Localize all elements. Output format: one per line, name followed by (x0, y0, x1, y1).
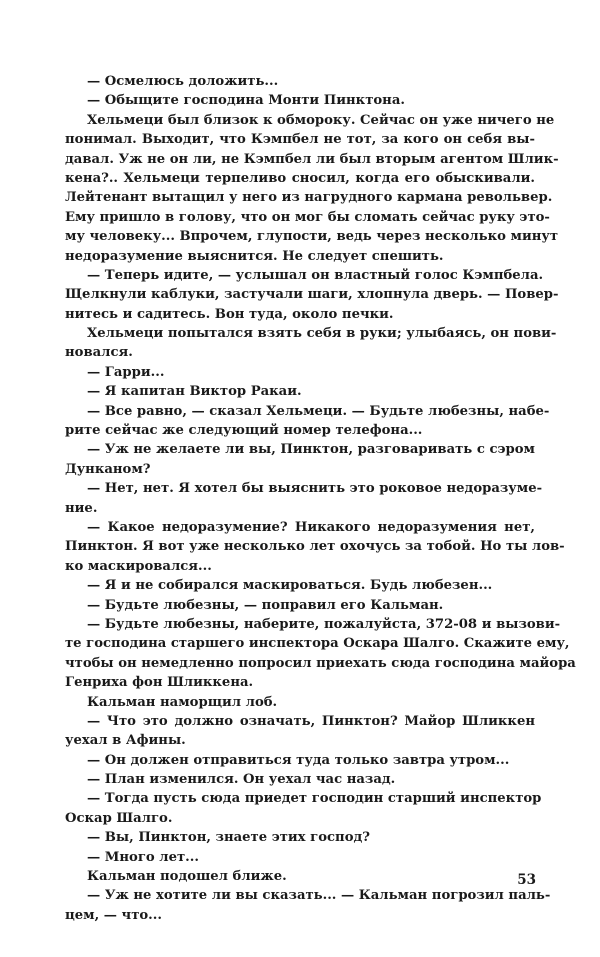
page-body-text (65, 72, 576, 925)
text-line: Хельмеци был близок к обмороку. Сейчас он уже ничего не (87, 112, 555, 128)
text-line: Ему пришло в голову, что он мог бы сломать сейчас руку это- (65, 209, 550, 225)
text-line: уехал в Афины. (65, 733, 186, 749)
text-line: — Будьте любезны, наберите, пожалуйста, 372-08 и вызови- (87, 616, 561, 632)
text-line: — Вы, Пинктон, знаете этих господ? (87, 830, 371, 846)
text-line: Кальман подошел ближе. (87, 869, 287, 885)
text-line: — Обыщите господина Монти Пинктона. (87, 93, 405, 109)
text-line: Хельмеци попытался взять себя в руки; улыбаясь, он пови- (87, 326, 557, 342)
text-line: Лейтенант вытащил у него из нагрудного кармана револьвер. (65, 190, 553, 206)
text-line: давал. Уж не он ли, не Кэмпбел ли был вторым агентом Шлик- (65, 151, 559, 167)
text-line: Щелкнули каблуки, застучали шаги, хлопнула дверь. — Повер- (65, 287, 559, 303)
text-line: ко маскировался... (65, 558, 212, 574)
text-line: ние. (65, 500, 98, 516)
text-line: — Уж не желаете ли вы, Пинктон, разговаривать с сэром (87, 442, 535, 458)
text-line: — Уж не хотите ли вы сказать... — Кальман погрозил паль- (87, 888, 551, 904)
text-line: — План изменился. Он уехал час назад. (87, 772, 396, 788)
text-line: чтобы он немедленно попросил приехать сюда господина майора (65, 655, 576, 671)
text-line: — Все равно, — сказал Хельмеци. — Будьте любезны, набе- (87, 403, 550, 419)
text-line: — Что это должно означать, Пинктон? Майор Шликкен (87, 713, 535, 729)
text-line: цем, — что... (65, 907, 162, 923)
text-line: Кальман наморщил лоб. (87, 694, 278, 710)
text-line: — Теперь идите, — услышал он властный голос Кэмпбела. (87, 267, 544, 283)
text-line: кена?.. Хельмеци терпеливо сносил, когда его обыскивали. (65, 170, 535, 186)
text-line: — Он должен отправиться туда только завтра утром... (87, 752, 510, 768)
text-line: — Осмелюсь доложить... (87, 74, 279, 89)
text-line: — Какое недоразумение? Никакого недоразумения нет, (87, 519, 535, 535)
text-line: — Гарри... (87, 364, 165, 380)
text-line: — Много лет... (87, 849, 199, 865)
text-line: Оскар Шалго. (65, 810, 173, 826)
text-line: — Нет, нет. Я хотел бы выяснить это роковое недоразуме- (87, 481, 543, 497)
text-line: недоразумение выяснится. Не следует спешить. (65, 248, 444, 264)
text-line: рите сейчас же следующий номер телефона... (65, 423, 423, 439)
text-line: Пинктон. Я вот уже несколько лет охочусь за тобой. Но ты лов- (65, 539, 565, 555)
text-line: — Я и не собирался маскироваться. Будь любезен... (87, 578, 493, 594)
text-line: понимал. Выходит, что Кэмпбел не тот, за кого он себя вы- (65, 132, 535, 148)
text-line: Дунканом? (65, 461, 151, 477)
text-line: Генриха фон Шликкена. (65, 675, 254, 691)
text-line: му человеку... Впрочем, глупости, ведь через несколько минут (65, 229, 559, 245)
text-line: нитесь и садитесь. Вон туда, около печки. (65, 306, 394, 322)
text-line: — Я капитан Виктор Ракаи. (87, 384, 302, 400)
text-line: те господина старшего инспектора Оскара Шалго. Скажите ему, (65, 636, 570, 652)
text-line: — Тогда пусть сюда приедет господин старший инспектор (87, 791, 542, 807)
text-line: — Будьте любезны, — поправил его Кальман. (87, 597, 444, 613)
page-number: 53 (517, 872, 536, 888)
text-line: новался. (65, 345, 133, 361)
